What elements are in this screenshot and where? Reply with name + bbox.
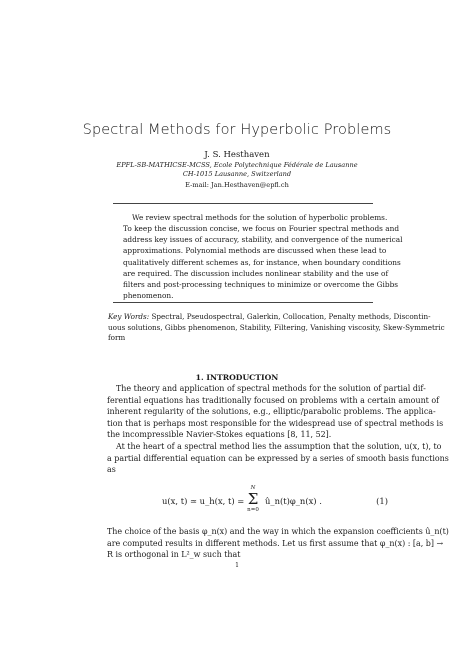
keywords-text: uous solutions, Gibbs phenomenon, Stability, Filtering, Vanishing viscosity, Skew-Symmetric [108, 322, 445, 332]
equation-rhs: û_n(t)φ_n(x) . [265, 496, 322, 506]
abstract-bottom-rule [113, 302, 373, 303]
affiliation [0, 161, 474, 180]
abstract-line: qualitatively different schemes as, for instance, when boundary conditions [123, 257, 401, 267]
keywords-text: Spectral, Pseudospectral, Galerkin, Collocation, Penalty methods, Discontin- [149, 312, 431, 321]
equation-1 [162, 485, 388, 521]
body-line: The theory and application of spectral methods for the solution of partial dif- [116, 384, 426, 393]
abstract-line: To keep the discussion concise, we focus on Fourier spectral methods and [123, 224, 400, 234]
abstract-line: filters and post-processing techniques to minimize or overcome the Gibbs [123, 279, 399, 289]
sigma-symbol: Σ [247, 490, 259, 508]
equation-number: (1) [376, 496, 388, 506]
body-line: inherent regularity of the solutions, e.g., elliptic/parabolic problems. The applica- [107, 407, 436, 417]
keywords [108, 312, 445, 344]
author-name: J. S. Hesthaven [204, 150, 270, 160]
affiliation-line: EPFL-SB-MATHICSE-MCSS, Ecole Polytechnique Fédérale de Lausanne [116, 161, 358, 169]
abstract-line: phenomenon. [123, 291, 174, 301]
paragraph-1 [107, 383, 444, 441]
body-line: tion that is perhaps most responsible for the widespread use of spectral methods is [107, 418, 444, 428]
sum-upper-limit: N [250, 485, 256, 491]
author-email: E-mail: Jan.Hesthaven@epfl.ch [185, 181, 289, 189]
abstract-line: address key issues of accuracy, stability, and convergence of the numerical [123, 235, 403, 245]
body-line: a partial differential equation can be expressed by a series of smooth basis functions [107, 453, 449, 463]
abstract-line: We review spectral methods for the solution of hyperbolic problems. [132, 213, 388, 222]
paragraph-3 [107, 526, 449, 561]
page-number: 1 [235, 562, 239, 569]
keywords-text: form [108, 333, 126, 343]
body-line: R is orthogonal in L²_w such that [107, 550, 241, 560]
summation [243, 485, 263, 514]
body-line: At the heart of a spectral method lies the assumption that the solution, u(x, t), to [116, 442, 442, 451]
section-heading: 1. INTRODUCTION [195, 373, 279, 382]
keywords-label: Key Words: [108, 312, 150, 321]
body-line: the incompressible Navier-Stokes equations [8, 11, 52]. [107, 430, 332, 440]
paper-title: Spectral Methods for Hyperbolic Problems [82, 122, 392, 138]
equation-lhs: u(x, t) ≃ u_h(x, t) = [162, 496, 245, 506]
abstract [123, 212, 403, 301]
body-line: are computed results in different methods. Let us first assume that φ_n(x) : [a, b] → [107, 538, 444, 548]
paragraph-2 [107, 441, 449, 476]
body-line: as [107, 465, 116, 475]
abstract-top-rule [113, 203, 373, 204]
sum-lower-limit: n=0 [247, 507, 259, 513]
affiliation-line: CH-1015 Lausanne, Switzerland [182, 170, 292, 179]
abstract-line: are required. The discussion includes nonlinear stability and the use of [123, 268, 389, 278]
body-line: ferential equations has traditionally focused on problems with a certain amount of [107, 395, 440, 405]
body-line: The choice of the basis φ_n(x) and the way in which the expansion coefficients û_n(t) [107, 527, 449, 536]
abstract-line: approximations. Polynomial methods are discussed when these lead to [123, 246, 387, 256]
